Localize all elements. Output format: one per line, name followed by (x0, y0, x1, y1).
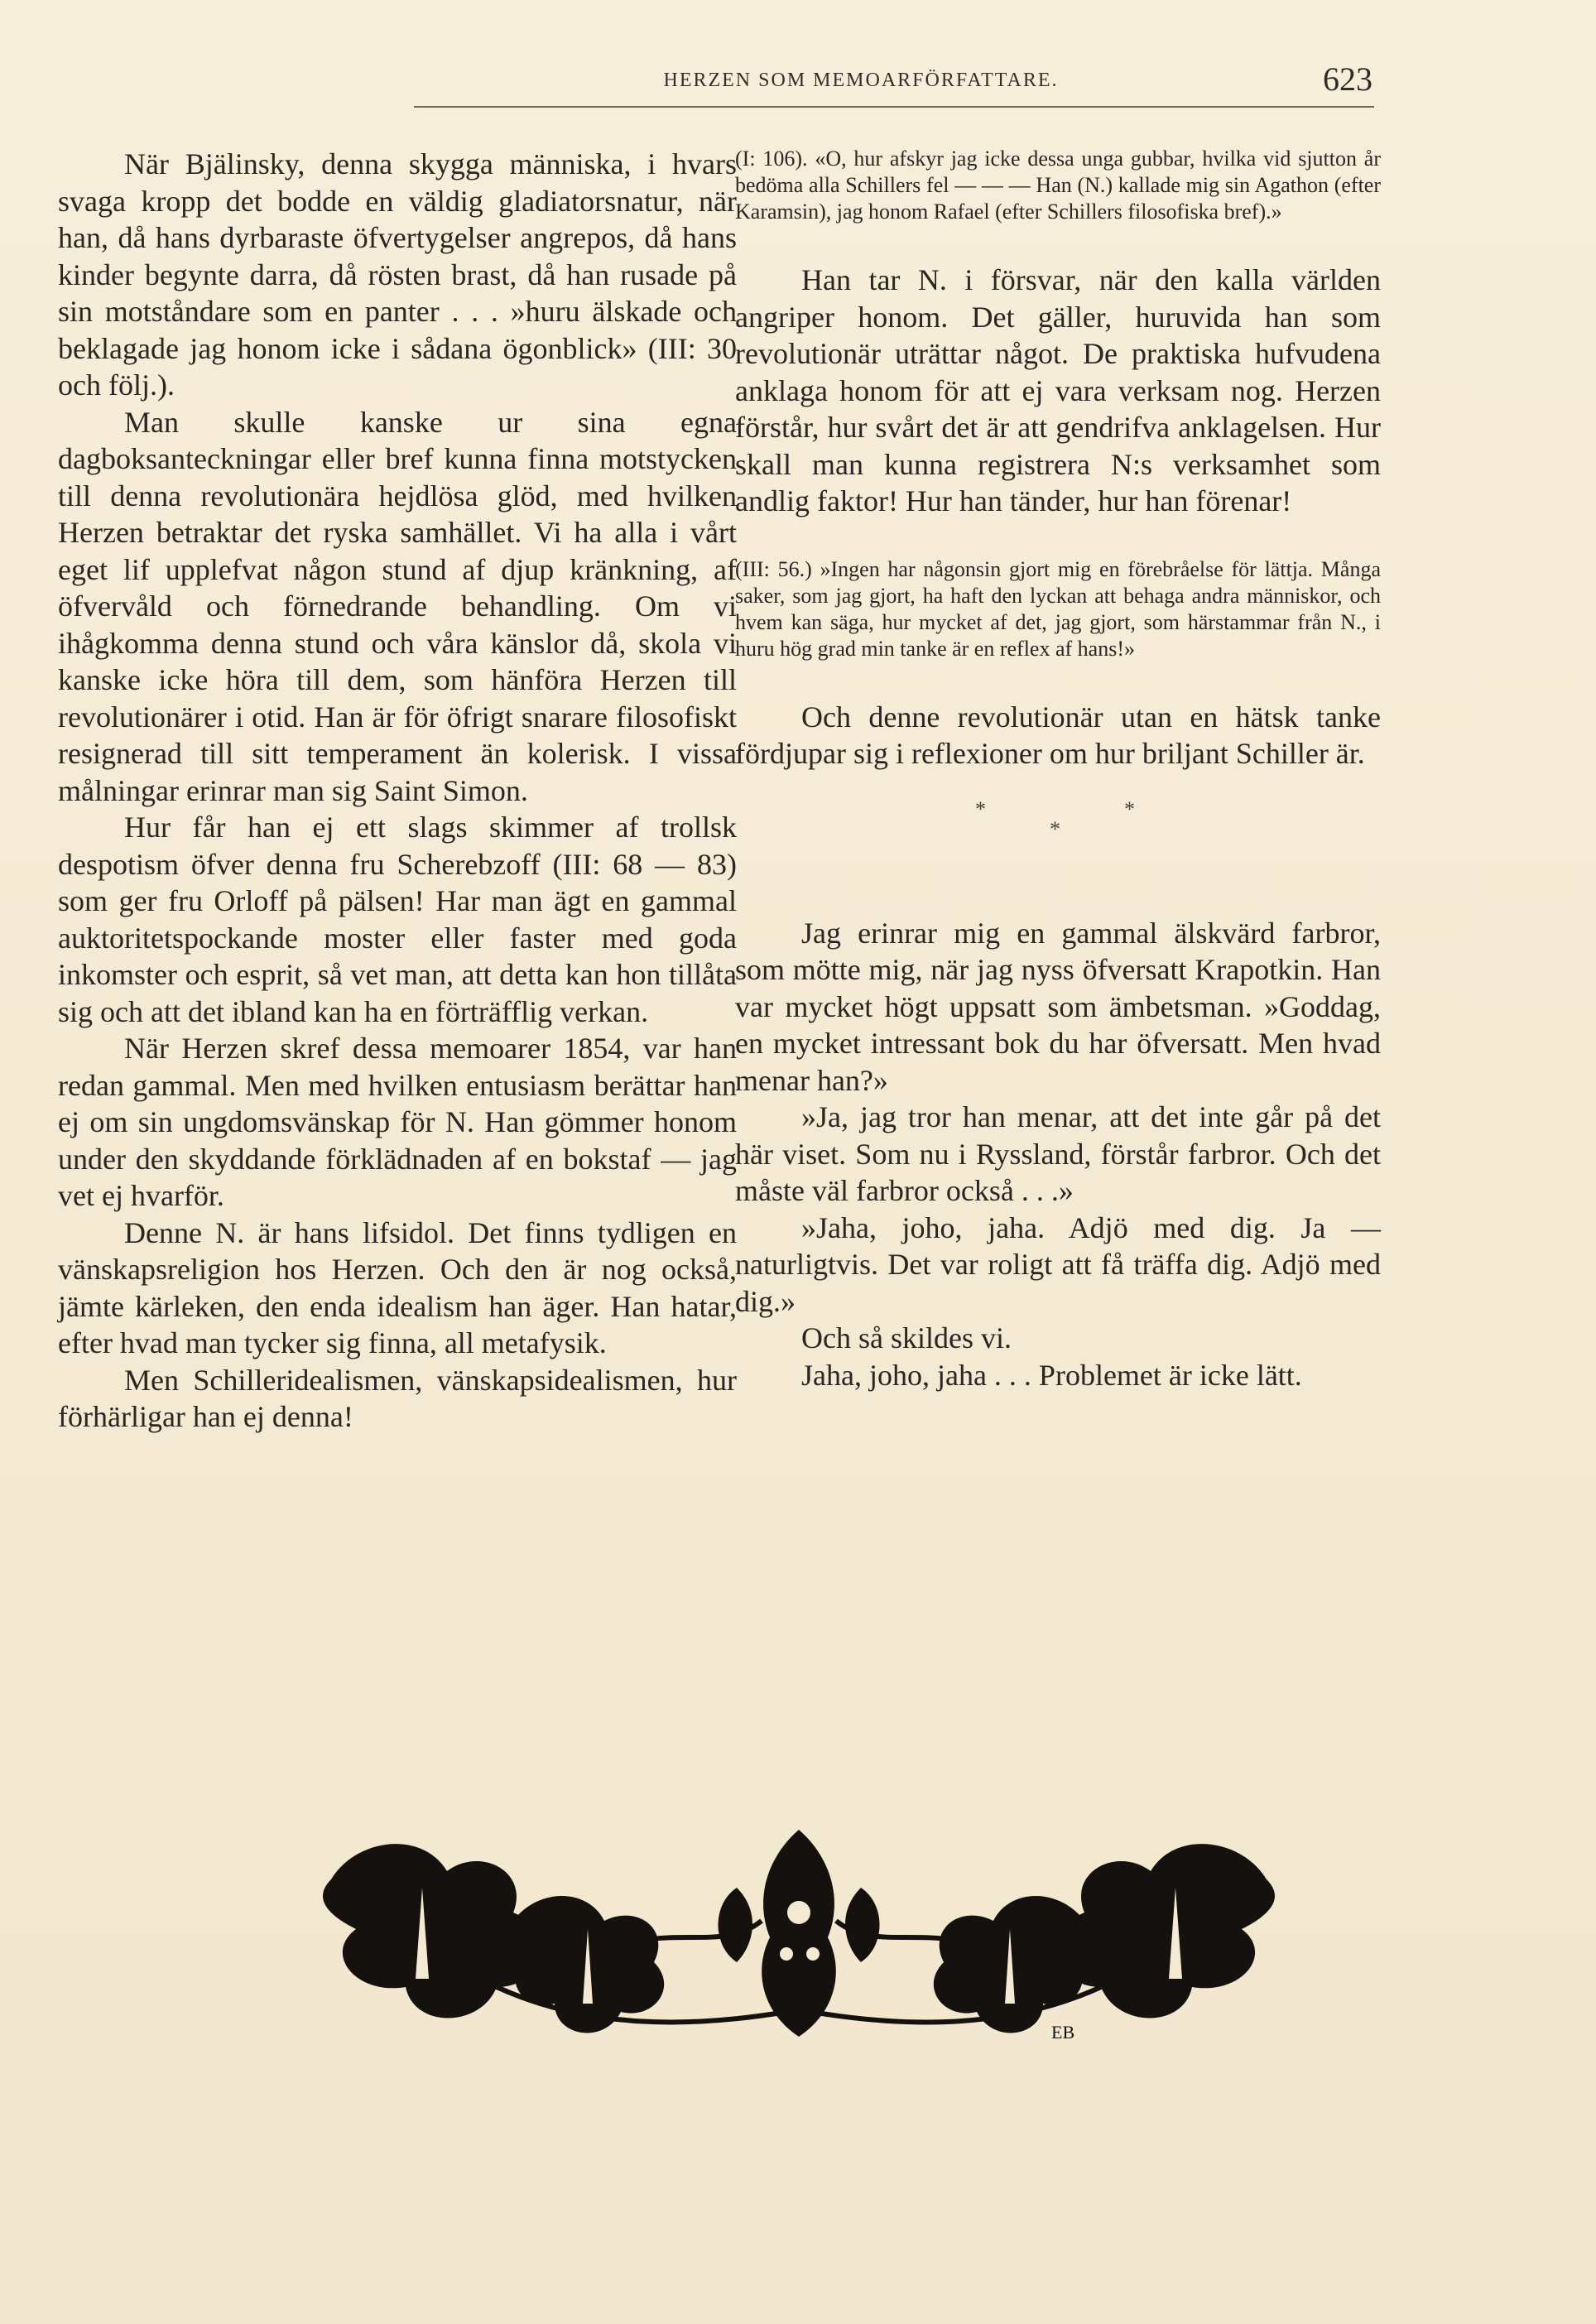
paragraph: Men Schilleridealismen, vänskapsidealismen, hur förhärligar han ej denna! (58, 1363, 737, 1433)
block-quote: (I: 106). «O, hur afskyr jag icke dessa unga gubbar, hvilka vid sjutton år bedöma alla Schillers fel — — — Han (N.) kallade mig sin Agathon (efter Karamsin), jag honom Rafael (efter Schillers filosofiska bref).» (735, 147, 1381, 224)
spacer (735, 225, 1381, 262)
paragraph: Jag erinrar mig en gammal älskvärd farbror, som mötte mig, när jag nyss öfversatt Krapotkin. Han var mycket högt uppsatt som ämbetsman. »Goddag, en mycket intressant bok du har öfversatt. Men hvad menar han?» (735, 916, 1381, 1097)
left-column (58, 146, 737, 1436)
ivy-ornament (323, 1821, 1275, 2053)
running-title: HERZEN SOM MEMOARFÖRFATTARE. (663, 70, 1059, 91)
right-column (735, 146, 1381, 1393)
page-number: 623 (1323, 60, 1372, 98)
asterism-star: * (1124, 796, 1135, 821)
spacer (735, 868, 1381, 915)
monogram: EB (1051, 2022, 1075, 2043)
paragraph: »Jaha, joho, jaha. Adjö med dig. Ja — naturligtvis. Det var roligt att få träffa dig. Adjö med dig.» (735, 1210, 1381, 1318)
asterism-star: * (975, 796, 986, 821)
paragraph: Och denne revolutionär utan en hätsk tanke fördjupar sig i reflexioner om hur briljant Schiller är. (735, 700, 1381, 770)
paragraph: Man skulle kanske ur sina egna dagboksanteckningar eller bref kunna finna motstycken till denna revolutionära hejdlösa glöd, med hvilken Herzen betraktar det ryska samhället. Vi ha alla i vårt eget lif upplefvat någon stund af djup kränkning, af öfvervåld och förnedrande behandling. Om vi ihågkomma denna stund och våra känslor då, skola vi kanske icke höra till dem, som hänföra Herzen till revolutionärer i otid. Han är för öfrigt snarare filosofiskt resignerad till sitt temperament än kolerisk. I vissa målningar erinrar man sig Saint Simon. (58, 405, 737, 807)
header-rule (414, 106, 1374, 108)
paragraph: Han tar N. i försvar, när den kalla världen angriper honom. Det gäller, huruvida han som revolutionär uträttar något. De praktiska hufvudena anklaga honom för att ej vara verksam nog. Herzen förstår, hur svårt det är att gendrifva anklagelsen. Hur skall man kunna registrera N:s verksamhet som andlig faktor! Hur han tänder, hur han förenar! (735, 263, 1381, 517)
block-quote: (III: 56.) »Ingen har någonsin gjort mig en förebråelse för lättja. Många saker, som jag gjort, ha haft den lyckan att behaga andra människor, och hvem kan säga, hur mycket af det, jag gjort, som härstammar från N., i huru hög grad min tanke är en reflex af hans!» (735, 556, 1381, 661)
spacer (735, 520, 1381, 556)
paragraph: Jaha, joho, jaha . . . Problemet är icke lätt. (801, 1358, 1302, 1392)
spacer (735, 662, 1381, 699)
section-break (735, 789, 1381, 868)
paragraph: När Bjälinsky, denna skygga människa, i hvars svaga kropp det bodde en väldig gladiatorsnatur, när han, då hans dyrbaraste öfvertygelser angrepos, då hans kinder begynte darra, då rösten brast, då han rusade på sin motståndare som en panter . . . »huru älskade och beklagade jag honom icke i sådana ögonblick» (III: 30 och följ.). (58, 147, 737, 402)
paragraph: När Herzen skref dessa memoarer 1854, var han redan gammal. Men med hvilken entusiasm berättar han ej om sin ungdomsvänskap för N. Han gömmer honom under den skyddande förklädnaden af en bokstaf — jag vet ej hvarför. (58, 1032, 737, 1212)
paragraph: Hur får han ej ett slags skimmer af trollsk despotism öfver denna fru Scherebzoff (III: 68 — 83) som ger fru Orloff på pälsen! Har man ägt en gammal auktoritetspockande moster eller faster med goda inkomster och esprit, så vet man, att detta kan hon tillåta sig och att det ibland kan ha en förträfflig verkan. (58, 811, 737, 1028)
asterism-star: * (1050, 816, 1060, 841)
paragraph: Och så skildes vi. (801, 1321, 1012, 1354)
paragraph: Denne N. är hans lifsidol. Det finns tydligen en vänskapsreligion hos Herzen. Och den är nog också, jämte kärleken, den enda idealism han äger. Han hatar, efter hvad man tycker sig finna, all metafysik. (58, 1215, 737, 1359)
ivy-leaves (323, 1830, 1275, 2037)
paragraph: »Ja, jag tror han menar, att det inte går på det här viset. Som nu i Ryssland, förstår farbror. Och det måste väl farbror också . . .» (735, 1100, 1381, 1207)
